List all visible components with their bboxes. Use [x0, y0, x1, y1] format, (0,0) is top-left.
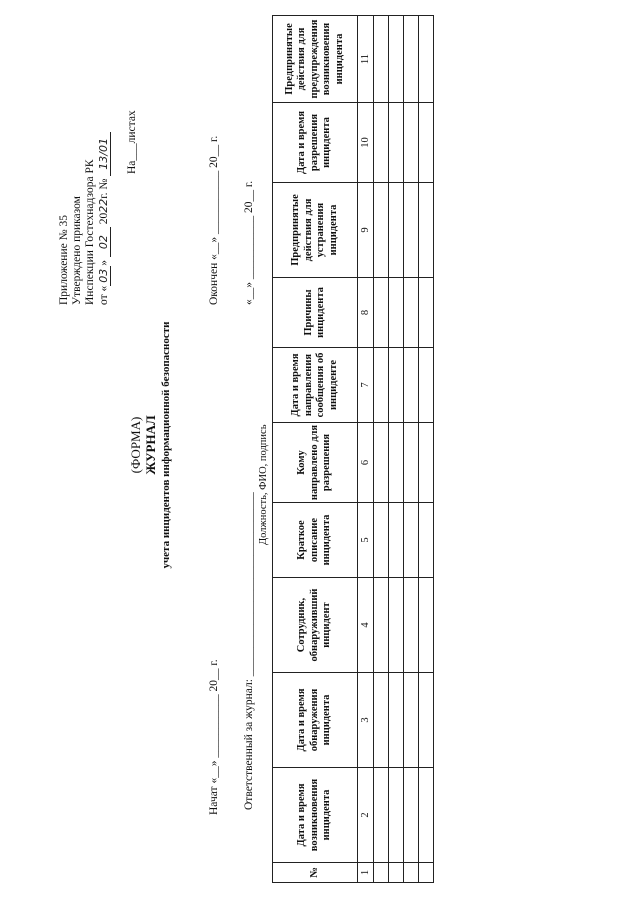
table-cell[interactable] — [374, 278, 389, 348]
table-cell[interactable] — [404, 503, 419, 578]
col-number-cell: 10 — [358, 103, 374, 183]
started-line: Начат «__» ___________ 20__ г. — [208, 659, 220, 815]
table-cell[interactable] — [404, 673, 419, 768]
table-cell[interactable] — [374, 863, 389, 883]
table-cell[interactable] — [389, 768, 404, 863]
table-cell[interactable] — [419, 16, 434, 103]
table-cell[interactable] — [389, 348, 404, 423]
table-cell[interactable] — [389, 673, 404, 768]
table-cell[interactable] — [419, 183, 434, 278]
table-cell[interactable] — [404, 768, 419, 863]
col-occurred-header: Дата и время возникновения инцидента — [273, 768, 358, 863]
col-employee-header: Сотрудник, обнаруживший инцидент — [273, 578, 358, 673]
order-day: 03 — [97, 266, 111, 286]
order-number: 13/01 — [97, 132, 111, 176]
finished-line: Окончен «__» ___________ 20__ г. — [208, 135, 220, 305]
responsible-date: «__» ___________ 20__ г. — [243, 180, 255, 305]
appendix-label: Приложение № 35 — [58, 215, 70, 305]
journal-subtitle: учета инцидентов информационной безопасности — [160, 321, 172, 569]
col-number-cell: 6 — [358, 423, 374, 503]
col-causes-header: Причины инцидента — [273, 278, 358, 348]
table-cell[interactable] — [374, 503, 389, 578]
table-cell[interactable] — [374, 673, 389, 768]
col-fix-actions-header: Предпринятые действия для устранения инцидента — [273, 183, 358, 278]
col-number-cell: 4 — [358, 578, 374, 673]
table-cell[interactable] — [419, 103, 434, 183]
table-header-row — [273, 16, 358, 883]
order-mid: » — [98, 260, 110, 266]
col-prevent-header: Предпринятые действия для предупреждения возникновения инцидента — [273, 16, 358, 103]
table-cell[interactable] — [419, 578, 434, 673]
order-year-suffix: г. № — [98, 178, 110, 199]
table-cell[interactable] — [374, 768, 389, 863]
table-cell[interactable] — [374, 578, 389, 673]
forma-label: (ФОРМА) — [128, 416, 143, 474]
table-cell[interactable] — [404, 578, 419, 673]
col-number-cell: 7 — [358, 348, 374, 423]
table-cell[interactable] — [374, 348, 389, 423]
table-number-row — [358, 16, 374, 883]
table-cell[interactable] — [419, 278, 434, 348]
approved-label: Утверждено приказом — [71, 196, 83, 305]
order-prefix: от « — [98, 285, 110, 305]
col-number-cell: 2 — [358, 768, 374, 863]
table-cell[interactable] — [389, 423, 404, 503]
col-detected-header: Дата и время обнаружения инцидента — [273, 673, 358, 768]
table-cell[interactable] — [374, 183, 389, 278]
inspection-label: Инспекции Гостехнадзора РК — [84, 159, 96, 305]
col-resolved-header: Дата и время разрешения инцидента — [273, 103, 358, 183]
col-number-cell: 1 — [358, 863, 374, 883]
table-cell[interactable] — [404, 348, 419, 423]
table-row — [374, 16, 389, 883]
table-cell[interactable] — [404, 183, 419, 278]
table-cell[interactable] — [374, 103, 389, 183]
sheets-label: На___листах — [126, 110, 138, 174]
col-sent-to-header: Кому направлено для разрешения — [273, 423, 358, 503]
col-number-cell: 11 — [358, 16, 374, 103]
col-number-cell: 3 — [358, 673, 374, 768]
position-hint: Должность, ФИО, подпись — [258, 424, 269, 545]
table-row — [404, 16, 419, 883]
table-cell[interactable] — [419, 348, 434, 423]
order-month: 02 — [97, 227, 111, 257]
table-cell[interactable] — [419, 423, 434, 503]
col-number-cell: 9 — [358, 183, 374, 278]
table-cell[interactable] — [374, 423, 389, 503]
order-year: 22 — [97, 198, 110, 213]
table-cell[interactable] — [389, 16, 404, 103]
incident-journal-table — [272, 15, 434, 883]
table-cell[interactable] — [389, 503, 404, 578]
responsible-line: Ответственный за журнал: ________________________________ — [243, 492, 255, 810]
table-cell[interactable] — [404, 863, 419, 883]
table-cell[interactable] — [404, 103, 419, 183]
col-description-header: Краткое описание инцидента — [273, 503, 358, 578]
table-cell[interactable] — [419, 503, 434, 578]
table-cell[interactable] — [389, 103, 404, 183]
col-number-header: № — [273, 863, 358, 883]
table-cell[interactable] — [419, 673, 434, 768]
table-cell[interactable] — [389, 863, 404, 883]
col-number-cell: 8 — [358, 278, 374, 348]
table-cell[interactable] — [374, 16, 389, 103]
table-cell[interactable] — [389, 578, 404, 673]
table-row — [389, 16, 404, 883]
col-sent-time-header: Дата и время направления сообщения об инциденте — [273, 348, 358, 423]
table-cell[interactable] — [404, 423, 419, 503]
table-cell[interactable] — [389, 183, 404, 278]
order-year-prefix: 20 — [98, 212, 110, 225]
journal-title: ЖУРНАЛ — [143, 415, 158, 475]
col-number-cell: 5 — [358, 503, 374, 578]
table-cell[interactable] — [404, 278, 419, 348]
order-line — [97, 132, 111, 305]
table-cell[interactable] — [419, 863, 434, 883]
table-cell[interactable] — [419, 768, 434, 863]
table-row — [419, 16, 434, 883]
table-cell[interactable] — [389, 278, 404, 348]
table-cell[interactable] — [404, 16, 419, 103]
